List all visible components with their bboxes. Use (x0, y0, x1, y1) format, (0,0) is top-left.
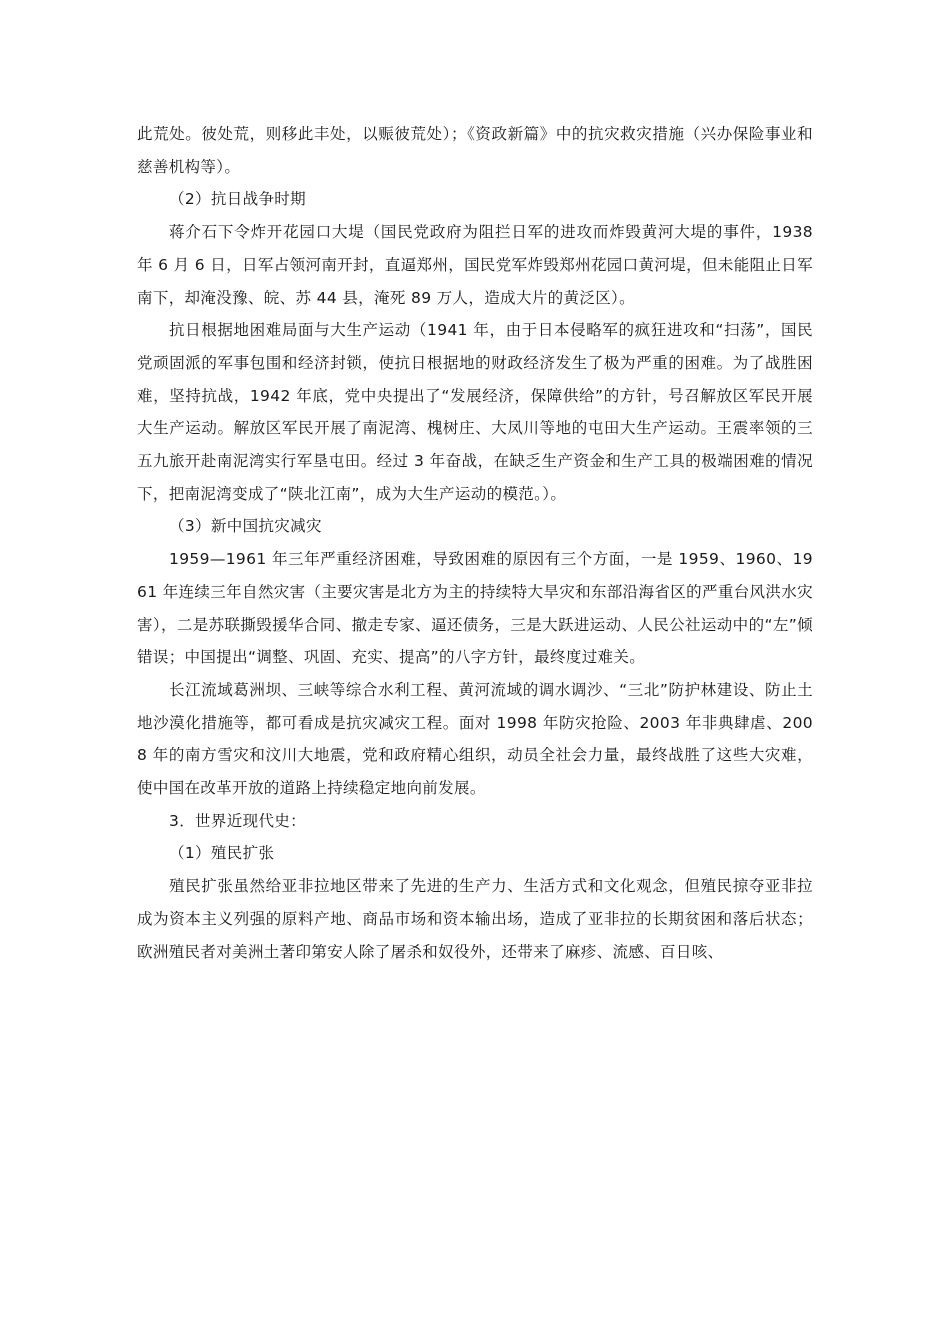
paragraph-three-years-difficulty: 1959—1961 年三年严重经济困难，导致困难的原因有三个方面，一是 1959、1960、1961 年连续三年自然灾害（主要灾害是北方为主的持续特大旱灾和东部沿海省区的严重台风洪水灾害），二是苏联撕毁援华合同、撤走专家、逼还债务，三是大跃进运动、人民公社运动中的“左”倾错误；中国提出“调整、巩固、充实、提高”的八字方针，最终度过难关。 (137, 550, 813, 667)
section-heading-new-china: （3）新中国抗灾减灾 (169, 517, 322, 536)
paragraph-disaster-reduction-projects: 长江流域葛洲坝、三峡等综合水利工程、黄河流域的调水调沙、“三北”防护林建设、防止土地沙漠化措施等，都可看成是抗灾减灾工程。面对 1998 年防灾抢险、2003 年非典肆虐、2008 年的南方雪灾和汶川大地震，党和政府精心组织，动员全社会力量，最终战胜了这些大灾难，使中国在改革开放的道路上持续稳定地向前发展。 (137, 680, 813, 798)
section-heading-world-modern-history: 3．世界近现代史： (169, 811, 307, 830)
paragraph-great-production-movement: 抗日根据地困难局面与大生产运动（1941 年，由于日本侵略军的疯狂进攻和“扫荡”，国民党顽固派的军事包围和经济封锁，使抗日根据地的财政经济发生了极为严重的困难。为了战胜困难，坚持抗战，1942 年底，党中央提出了“发展经济，保障供给”的方针，号召解放区军民开展大生产运动。解放区军民开展了南泥湾、槐树庄、大凤川等地的屯田大生产运动。王震率领的三五九旅开赴南泥湾实行军垦屯田。经过 3 年奋战，在缺乏生产资金和生产工具的极端困难的情况下，把南泥湾变成了“陕北江南”，成为大生产运动的模范。）。 (137, 321, 813, 503)
paragraph-colonial-expansion: 殖民扩张虽然给亚非拉地区带来了先进的生产力、生活方式和文化观念，但殖民掠夺亚非拉成为资本主义列强的原料产地、商品市场和资本输出场，造成了亚非拉的长期贫困和落后状态；欧洲殖民者对美洲土著印第安人除了屠杀和奴役外，还带来了麻疹、流感、百日咳、 (137, 877, 813, 961)
document-body (137, 118, 813, 968)
paragraph-continued: 此荒处。彼处荒，则移此丰处，以赈彼荒处）；《资政新篇》中的抗灾救灾措施（兴办保险事业和慈善机构等）。 (137, 125, 813, 176)
section-heading-colonial-expansion: （1）殖民扩张 (169, 844, 275, 863)
section-heading-anti-japanese-war: （2）抗日战争时期 (169, 190, 307, 209)
paragraph-huayuankou: 蒋介石下令炸开花园口大堤（国民党政府为阻拦日军的进攻而炸毁黄河大堤的事件，1938 年 6 月 6 日，日军占领河南开封，直逼郑州，国民党军炸毁郑州花园口黄河堤，但未能阻止日军南下，却淹没豫、皖、苏 44 县，淹死 89 万人，造成大片的黄泛区）。 (137, 223, 813, 307)
